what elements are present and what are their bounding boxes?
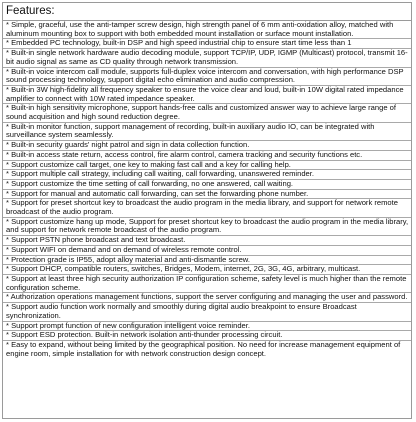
feature-item: * Simple, graceful, use the anti-tamper screw design, high strength panel of 6 mm anti-oxidation alloy, matched with aluminum mounting box to support with both embedded mount installation or surface mount installation. xyxy=(3,21,411,39)
feature-item: * Embedded PC technology, built-in DSP and high speed industrial chip to ensure start time less than 1 xyxy=(3,39,411,49)
feature-item: * Support customize the time setting of call forwarding, no one answered, call waiting. xyxy=(3,180,411,190)
feature-list xyxy=(3,21,411,358)
feature-item: * Support audio function work normally and smoothly during digital audio breakpoint to ensure Broadcast synchronization. xyxy=(3,303,411,321)
feature-item: * Built-in single network hardware audio decoding module, support TCP/IP, UDP, IGMP (Multicast) protocol, transmit 16-bit audio signal as same as CD quality through network transmission. xyxy=(3,49,411,67)
feature-item: * Support PSTN phone broadcast and text broadcast. xyxy=(3,236,411,246)
feature-item: * Support ESD protection. Built-in network isolation anti-thunder processing circuit. xyxy=(3,331,411,341)
feature-item: * Built-in high sensitivity microphone, support hands-free calls and customized answer way to achieve large range of sound acquisition and high sound reduction degree. xyxy=(3,104,411,122)
feature-item: * Built-in voice intercom call module, supports full-duplex voice intercom and conversation, with high performance DSP sound processing technology, support digital echo elimination and audio compression. xyxy=(3,68,411,86)
feature-item: * Built-in monitor function, support management of recording, built-in auxiliary audio IO, can be integrated with surveillance system seamlessly. xyxy=(3,123,411,141)
feature-item: * Support for preset shortcut key to broadcast the audio program in the media library, and support for network remote broadcast of the audio program. xyxy=(3,199,411,217)
feature-item: * Support customize hang up mode, Support for preset shortcut key to broadcast the audio program in the media library, and support for network remote broadcast of the audio program. xyxy=(3,218,411,236)
feature-item: * Support at least three high security authorization IP configuration scheme, safety level is much higher than the remote configuration scheme. xyxy=(3,275,411,293)
feature-item: * Support customize call target, one key to making fast call and a key for calling help. xyxy=(3,161,411,171)
feature-item: * Support DHCP, compatible routers, switches, Bridges, Modem, internet, 2G, 3G, 4G, arbitrary, multicast. xyxy=(3,265,411,275)
feature-item: * Easy to expand, without being limited by the geographical position. No need for increase management equipment of engine room, simple installation for with network construction design concept. xyxy=(6,340,401,358)
feature-item: * Built-in security guards' night patrol and sign in data collection function. xyxy=(3,141,411,151)
feature-item: * Support for manual and automatic call forwarding, can set the forwarding phone number. xyxy=(3,190,411,200)
feature-item: * Authorization operations management functions, support the server configuring and managing the user and password. xyxy=(3,293,411,303)
feature-item: * Built-in access state return, access control, fire alarm control, camera tracking and security functions etc. xyxy=(3,151,411,161)
feature-item: * Protection grade is IP55, adopt alloy material and anti-dismantle screw. xyxy=(3,256,411,266)
feature-item: * Built-in 3W high-fidelity all frequency speaker to ensure the voice clear and loud, built-in 10W digital rated impedance amplifier to connect with 10W rated impedance speaker. xyxy=(3,86,411,104)
feature-item: * Support multiple call strategy, including call waiting, call forwarding, unanswered reminder. xyxy=(3,170,411,180)
feature-item: * Support WIFI on demand and on demand of wireless remote control. xyxy=(3,246,411,256)
features-table xyxy=(2,2,412,419)
feature-item: * Support prompt function of new configuration intelligent voice reminder. xyxy=(3,322,411,332)
features-heading: Features: xyxy=(3,3,411,21)
